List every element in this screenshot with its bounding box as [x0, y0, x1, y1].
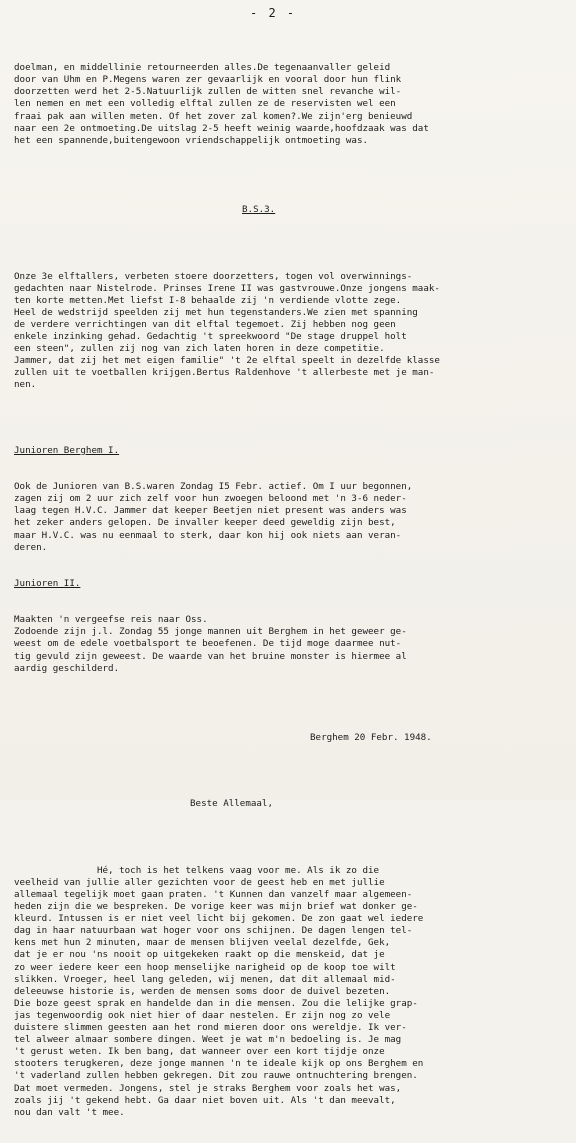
letter-salutation: Beste Allemaal, — [190, 798, 273, 810]
text-line: fraai pak aan willen meten. Of het zover zal komen?.We zijn'erg benieuwd — [14, 110, 413, 122]
heading-junioren-2: Junioren II. — [14, 577, 81, 589]
paragraph-junioren-2 — [14, 614, 570, 674]
text-line: 't vaderland zullen hebben gekregen. Dit zou rauwe ontnuchtering brengen. — [14, 1070, 418, 1082]
text-line: enkele inzinking gehad. Gedachtig 't spreekwoord "De stage druppel holt — [14, 331, 407, 343]
text-line: jas tegenwoordig ook niet hier of daar nestelen. Er zijn nog zo vele — [14, 1009, 391, 1021]
text-line: 't gerust weten. Ik ben bang, dat wanneer over een kort tijdje onze — [14, 1046, 385, 1058]
text-line: nen. — [14, 379, 37, 391]
text-line: een steen", zullen zij nog van zich laten horen in deze competitie. — [14, 343, 385, 355]
text-line: zagen zij om 2 uur zich zelf voor hun zwoegen beloond met 'n 3-6 neder- — [14, 493, 407, 505]
text-line: doorzetten werd het 2-5.Natuurlijk zullen de witten snel revanche wil- — [14, 86, 402, 98]
text-line: deren. — [14, 541, 48, 553]
text-line: allemaal tegelijk moet gaan praten. 't Kunnen dan vanzelf maar algemeen- — [14, 889, 413, 900]
text-line: Hé, toch is het telkens vaag voor me. Als ik zo die — [14, 864, 380, 876]
paragraph-match-report — [14, 62, 570, 147]
text-line: duistere slimmen geesten aan het rond mieren door ons wereldje. Ik ver- — [14, 1022, 407, 1034]
text-line: Onze 3e elftallers, verbeten stoere doorzetters, togen vol overwinnings- — [14, 270, 413, 282]
letter-date: Berghem 20 Febr. 1948. — [310, 732, 432, 744]
text-line: zullen uit te voetballen krijgen.Bertus Raldenhove 't allerbeste met je man- — [14, 367, 435, 379]
letter-body — [14, 865, 570, 1119]
text-line: kleurd. Intussen is er niet veel licht bij gekomen. De zon gaat wel iedere — [14, 913, 424, 925]
text-line: Ook de Junioren van B.S.waren Zondag I5 Febr. actief. Om I uur begonnen, — [14, 481, 413, 493]
text-line: dat je er nou 'ns nooit op uitgekeken raakt op die menskeid, dat je — [14, 949, 385, 961]
text-line: laag tegen H.V.C. Jammer dat keeper Beetjen niet present was anders was — [14, 505, 407, 517]
text-line: het zeker anders gelopen. De invaller keeper deed geweldig zijn best, — [14, 517, 396, 529]
text-line: slikken. Vroeger, heel lang geleden, wij menen, dat dit allemaal mid- — [14, 973, 396, 985]
text-line: tig gevuld zijn geweest. De waarde van het bruine monster is hiermee al — [14, 650, 407, 662]
heading-bs3: B.S.3. — [242, 204, 276, 216]
text-line: Heel de wedstrijd speelden zij met hun tegenstanders.We zien met spanning — [14, 306, 418, 318]
text-line: heden zijn die we bespreken. De vorige keer was mijn brief wat donker ge- — [14, 901, 418, 913]
paragraph-junioren-1 — [14, 481, 570, 554]
text-line: Die boze geest sprak en handelde dan in die mensen. Zou die lelijke grap- — [14, 997, 418, 1009]
text-line: zo weer iedere keer een hoop menselijke narigheid op de koop toe wilt — [14, 961, 396, 973]
text-line: dag in haar natuurbaan wat hoger voor ons schijnen. De dagen lengen tel- — [14, 925, 413, 937]
text-line: stooters terugkeren, deze jonge mannen 'n te ideale kijk op ons Berghem en — [14, 1058, 424, 1070]
text-line: ten korte metten.Met liefst I-8 behaalde zij 'n verdiende vlotte zege. — [14, 294, 402, 306]
page-number: - 2 - — [250, 6, 297, 20]
text-line: Zodoende zijn j.l. Zondag 55 jonge mannen uit Berghem in het geweer ge- — [14, 626, 407, 638]
text-line: len nemen en met een volledig elftal zullen ze de reservisten wel een — [14, 98, 396, 110]
text-line: Maakten 'n vergeefse reis naar Oss. — [14, 614, 208, 626]
text-line: tel alweer almaar sombere dingen. Weet je wat m'n bedoeling is. Je mag — [14, 1034, 402, 1046]
text-line: maar H.V.C. was nu eenmaal to sterk, daar kon hij ook niets aan veran- — [14, 529, 402, 541]
text-line: Dat moet vermeden. Jongens, stel je straks Berghem voor zoals het was, — [14, 1082, 402, 1094]
heading-junioren-1: Junioren Berghem I. — [14, 444, 120, 456]
text-line: doelman, en middellinie retourneerden alles.De tegenaanvaller geleid — [14, 62, 391, 74]
text-line: deleeuwse historie is, werden de mensen soms door de duivel bezeten. — [14, 985, 391, 997]
text-line: nou dan valt 't mee. — [14, 1106, 125, 1118]
text-line: naar een 2e ontmoeting.De uitslag 2-5 heeft weinig waarde,hoofdzaak was dat — [14, 122, 429, 134]
page-body — [14, 38, 570, 1143]
text-line: Jammer, dat zij het met eigen familie" 't 2e elftal speelt in dezelfde klasse — [14, 355, 440, 367]
text-line: het een spannende,buitengewoon vriendschappelijk ontmoeting was. — [14, 134, 369, 146]
text-line: de verdere verrichtingen van dit elftal tegemoet. Zij hebben nog geen — [14, 318, 396, 330]
text-line: kens met hun 2 minuten, maar de mensen blijven veelal dezelfde, Gek, — [14, 937, 391, 949]
text-line: veelheid van jullie aller gezichten voor de geest heb en met jullie — [14, 876, 385, 888]
text-line: aardig geschilderd. — [14, 662, 120, 674]
paragraph-bs3 — [14, 271, 570, 392]
text-line: weest om de edele voetbalsport te beoefenen. De tijd moge daarmee nut- — [14, 638, 402, 650]
text-line: door van Uhm en P.Megens waren zer gevaarlijk en vooral door hun flink — [14, 74, 402, 86]
text-line: gedachten naar Nistelrode. Prinses Irene II was gastvrouwe.Onze jongens maak- — [14, 282, 440, 294]
text-line: zoals jij 't gekend hebt. Ga daar niet boven uit. Als 't dan meevalt, — [14, 1094, 396, 1106]
